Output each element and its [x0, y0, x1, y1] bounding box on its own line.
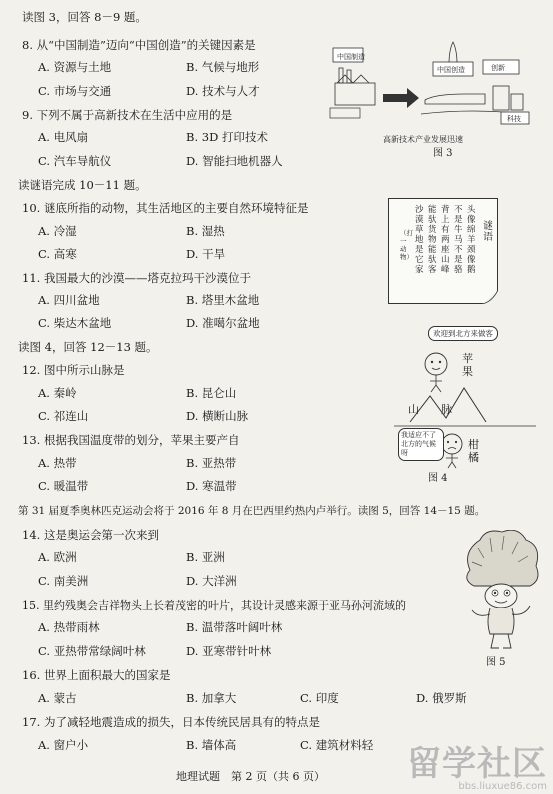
figure-label: 图 4 — [428, 473, 448, 484]
option-a: A. 热带 — [38, 456, 77, 470]
riddle-col-3: 背上有两座山峰 — [441, 205, 450, 275]
option-c: C. 暖温带 — [38, 479, 89, 493]
option-d: D. 智能扫地机器人 — [186, 154, 283, 168]
option-a: A. 电风扇 — [38, 130, 89, 144]
figure-label: 图 5 — [486, 657, 506, 668]
option-a: A. 秦岭 — [38, 386, 77, 400]
question-stem: 15. 里约残奥会吉祥物头上长着茂密的叶片，其设计灵感来源于亚马孙河流域的 — [22, 599, 406, 612]
option-b: B. 加拿大 — [186, 691, 237, 705]
figure-4 — [390, 326, 540, 486]
page-curl-icon — [482, 290, 498, 304]
option-d: D. 大洋洲 — [186, 574, 237, 588]
option-b: B. 3D 打印技术 — [186, 130, 268, 144]
figure-3 — [325, 38, 535, 163]
option-b: B. 塔里木盆地 — [186, 293, 260, 307]
watermark-logo: 留学社区 — [407, 744, 547, 784]
option-d: D. 干旱 — [186, 247, 226, 261]
option-d: D. 横断山脉 — [186, 409, 249, 423]
option-b: B. 墙体高 — [186, 738, 237, 752]
riddle-col-5: 沙漠草地是它家 — [415, 205, 424, 275]
option-d: D. 寒温带 — [186, 479, 237, 493]
label-mountain-range: 山 脉 — [408, 403, 452, 416]
figure-label: 图 3 — [433, 148, 453, 159]
option-c: C. 柴达木盆地 — [38, 316, 112, 330]
speech-bubble-orange: 我适应不了北方的气候呀 — [398, 428, 444, 461]
figure-caption: 高新技术产业发展迅速 — [383, 135, 463, 144]
label-apple: 苹果 — [462, 352, 473, 378]
option-d: D. 准噶尔盆地 — [186, 316, 260, 330]
option-a: A. 蒙古 — [38, 691, 77, 705]
option-b: B. 温带落叶阔叶林 — [186, 620, 283, 634]
option-b: B. 亚热带 — [186, 456, 237, 470]
option-b: B. 湿热 — [186, 224, 225, 238]
option-c: C. 建筑材料轻 — [300, 738, 374, 752]
speech-bubble-apple: 欢迎到北方来做客 — [428, 326, 498, 341]
riddle-col-1: 头像绵羊颈像鹅 — [467, 205, 476, 275]
option-c: C. 南美洲 — [38, 574, 89, 588]
option-a: A. 热带雨林 — [38, 620, 100, 634]
option-b: B. 昆仑山 — [186, 386, 237, 400]
option-a: A. 窗户小 — [38, 738, 89, 752]
riddle-hint: （打一动物） — [400, 229, 413, 261]
option-c: C. 祁连山 — [38, 409, 89, 423]
section-intro: 读谜语完成 10－11 题。 — [18, 178, 147, 192]
watermark — [407, 744, 547, 792]
question-stem: 14. 这是奥运会第一次来到 — [22, 528, 159, 542]
question-stem: 16. 世界上面积最大的国家是 — [22, 668, 171, 682]
option-c: C. 亚热带常绿阔叶林 — [38, 644, 146, 658]
question-stem: 13. 根据我国温度带的划分，苹果主要产自 — [22, 433, 240, 447]
figure-3-illustration — [325, 38, 535, 138]
option-c: C. 汽车导航仪 — [38, 154, 112, 168]
option-a: A. 冷湿 — [38, 224, 77, 238]
riddle-box — [388, 198, 498, 304]
label-created-in-china: 中国创造 — [437, 66, 465, 74]
question-stem: 9. 下列不属于高新技术在生活中应用的是 — [22, 108, 233, 122]
watermark-url: bbs.liuxue86.com — [458, 781, 547, 792]
option-a: A. 欧洲 — [38, 550, 77, 564]
option-b: B. 气候与地形 — [186, 60, 260, 74]
figure-5 — [456, 530, 546, 672]
option-a: A. 四川盆地 — [38, 293, 100, 307]
riddle-col-2: 不是牛马不是骆 — [454, 205, 463, 275]
question-stem: 11. 我国最大的沙漠——塔克拉玛干沙漠位于 — [22, 271, 251, 285]
question-stem: 17. 为了减轻地震造成的损失，日本传统民居具有的特点是 — [22, 715, 320, 729]
label-technology: 科技 — [507, 115, 521, 123]
mascot-illustration — [456, 530, 546, 654]
riddle-col-4: 能驮货物能驮客 — [428, 205, 437, 275]
riddle-title: 谜语 — [483, 221, 493, 243]
label-innovation: 创新 — [491, 64, 505, 72]
section-intro: 第 31 届夏季奥林匹克运动会将于 2016 年 8 月在巴西里约热内卢举行。读图 5，回答 14－15 题。 — [18, 505, 486, 517]
option-c: C. 印度 — [300, 691, 339, 705]
label-made-in-china: 中国制造 — [337, 53, 365, 61]
option-d: D. 技术与人才 — [186, 84, 260, 98]
option-c: C. 市场与交通 — [38, 84, 112, 98]
question-stem: 8. 从“中国制造”迈向“中国创造”的关键因素是 — [22, 38, 256, 52]
option-c: C. 高寒 — [38, 247, 77, 261]
option-d: D. 俄罗斯 — [416, 691, 467, 705]
question-stem: 10. 谜底所指的动物，其生活地区的主要自然环境特征是 — [22, 201, 309, 215]
question-stem: 12. 图中所示山脉是 — [22, 363, 125, 377]
option-d: D. 亚寒带针叶林 — [186, 644, 272, 658]
option-a: A. 资源与土地 — [38, 60, 112, 74]
section-intro: 读图 4，回答 12－13 题。 — [18, 340, 158, 354]
option-b: B. 亚洲 — [186, 550, 225, 564]
page-footer: 地理试题 第 2 页（共 6 页） — [176, 770, 325, 783]
label-orange: 柑橘 — [468, 438, 479, 464]
section-intro: 读图 3，回答 8－9 题。 — [22, 10, 147, 24]
